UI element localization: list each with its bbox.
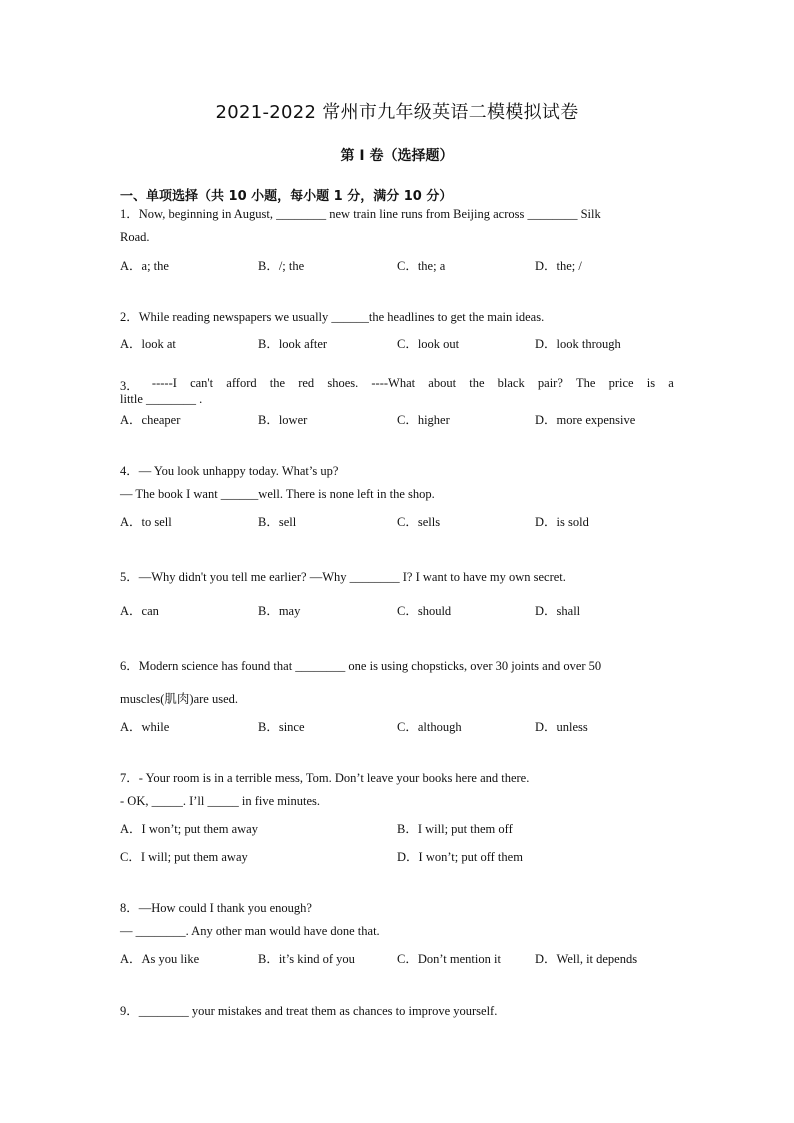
- page-subtitle: 第 I 卷（选择题）: [340, 148, 454, 164]
- question-7-option-a: A．I won’t; put them away: [120, 822, 258, 836]
- question-2-option-c: C．look out: [397, 337, 460, 351]
- question-8-option-a: A．As you like: [120, 952, 200, 966]
- question-4-line-1: 4．— You look unhappy today. What’s up?: [120, 464, 339, 478]
- question-5-option-a: A．can: [120, 604, 159, 618]
- question-1-option-c: C．the; a: [397, 259, 446, 273]
- q3-word: ----What: [371, 376, 416, 390]
- q3-word: The: [576, 376, 596, 390]
- q3-word: black: [497, 376, 525, 390]
- question-6-option-a: A．while: [120, 720, 170, 734]
- question-8-option-b: B．it’s kind of you: [258, 952, 355, 966]
- question-4-option-c: C．sells: [397, 515, 441, 529]
- question-6-option-b: B．since: [258, 720, 305, 734]
- question-9-line-1: 9．________ your mistakes and treat them as chances to improve yourself.: [120, 1004, 498, 1018]
- question-3-option-c: C．higher: [397, 413, 450, 427]
- question-5-option-c: C．should: [397, 604, 452, 618]
- question-7-option-c: C．I will; put them away: [120, 850, 248, 864]
- question-2-option-d: D．look through: [535, 337, 621, 351]
- section-heading: 一、单项选择（共 10 小题，每小题 1 分，满分 10 分）: [120, 189, 453, 204]
- question-8-line-1: 8．—How could I thank you enough?: [120, 901, 312, 915]
- question-1-option-a: A．a; the: [120, 259, 169, 273]
- q3-word: afford: [226, 376, 257, 390]
- question-8-option-c: C．Don’t mention it: [397, 952, 501, 966]
- q3-word: 3．: [120, 379, 139, 393]
- question-1-option-d: D．the; /: [535, 259, 582, 273]
- question-4-line-2: — The book I want ______well. There is none left in the shop.: [120, 487, 435, 501]
- question-3-option-d: D．more expensive: [535, 413, 636, 427]
- question-5-option-b: B．may: [258, 604, 301, 618]
- q3-word: price: [608, 376, 634, 390]
- question-3-option-a: A．cheaper: [120, 413, 181, 427]
- question-2-option-b: B．look after: [258, 337, 328, 351]
- question-7-option-b: B．I will; put them off: [397, 822, 513, 836]
- q3-word: the: [469, 376, 485, 390]
- q3-word: about: [428, 376, 457, 390]
- q3-word: can't: [190, 376, 214, 390]
- question-2-line-1: 2．While reading newspapers we usually ______the headlines to get the main ideas.: [120, 310, 545, 324]
- question-5-line-1: 5．—Why didn't you tell me earlier? —Why ________ I? I want to have my own secret.: [120, 570, 566, 584]
- page-title: 2021-2022 常州市九年级英语二模模拟试卷: [215, 102, 579, 123]
- question-5-option-d: D．shall: [535, 604, 581, 618]
- question-8-line-2: — ________. Any other man would have done that.: [120, 924, 380, 938]
- q3-word: a: [668, 376, 674, 390]
- question-3-line-2: little ________ .: [120, 392, 203, 406]
- question-1-option-b: B．/; the: [258, 259, 305, 273]
- q3-word: pair?: [537, 376, 563, 390]
- question-1-line-2: Road.: [120, 230, 150, 244]
- q3-word: red: [298, 376, 315, 390]
- q3-word: -----I: [151, 376, 177, 390]
- question-3-line-1: [120, 376, 674, 394]
- question-6-line-1: 6．Modern science has found that ________ one is using chopsticks, over 30 joints and over 50: [120, 659, 602, 673]
- q3-word: is: [646, 376, 656, 390]
- question-6-option-c: C．although: [397, 720, 462, 734]
- question-8-option-d: D．Well, it depends: [535, 952, 638, 966]
- question-2-option-a: A．look at: [120, 337, 176, 351]
- question-6-option-d: D．unless: [535, 720, 588, 734]
- question-4-option-a: A．to sell: [120, 515, 172, 529]
- question-1-line-1: 1．Now, beginning in August, ________ new train line runs from Beijing across ________ Silk: [120, 207, 601, 221]
- question-7-line-1: 7．- Your room is in a terrible mess, Tom. Don’t leave your books here and there.: [120, 771, 530, 785]
- q3-word: the: [269, 376, 286, 390]
- question-4-option-d: D．is sold: [535, 515, 589, 529]
- question-7-option-d: D．I won’t; put off them: [397, 850, 523, 864]
- question-4-option-b: B．sell: [258, 515, 297, 529]
- question-7-line-2: - OK, _____. I’ll _____ in five minutes.: [120, 794, 320, 808]
- question-3-option-b: B．lower: [258, 413, 308, 427]
- q3-word: shoes.: [327, 376, 359, 390]
- question-6-line-2: muscles(肌肉)are used.: [120, 692, 239, 706]
